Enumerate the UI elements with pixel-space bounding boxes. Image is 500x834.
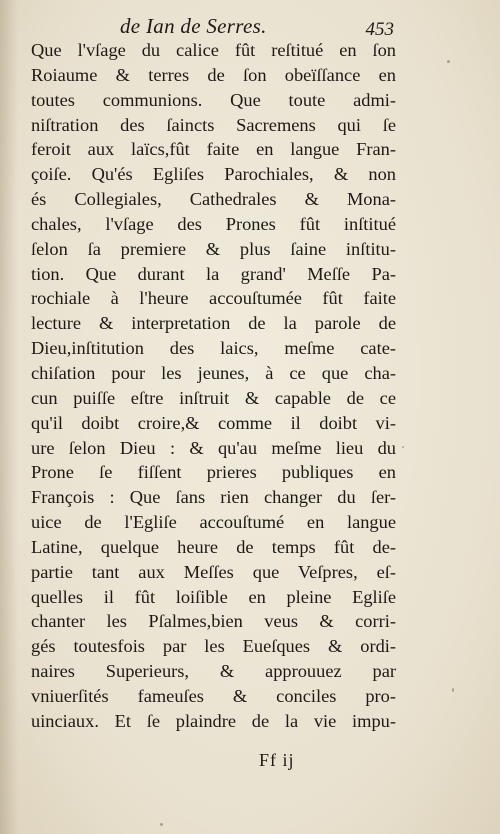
text-line: Dieu,inſtitution des laics, meſme cate- <box>31 338 396 359</box>
text-line: naires Superieurs, & approuuez par <box>31 661 396 682</box>
text-line: lecture & interpretation de la parole de <box>31 313 396 334</box>
text-line: Roiaume & terres de ſon obeïſſance en <box>31 64 396 85</box>
text-line: cun puiſſe eſtre inſtruit & capable de ce <box>31 387 396 408</box>
text-line: toutes communions. Que toute admi- <box>31 89 396 110</box>
text-line: quelles il fût loiſible en pleine Egliſe <box>31 586 396 607</box>
text-line: ure ſelon Dieu : & qu'au meſme lieu du <box>31 437 396 458</box>
text-line: ſelon ſa premiere & plus ſaine inſtitu- <box>31 238 396 259</box>
signature-mark: Ff ij <box>259 750 295 770</box>
text-line: feroit aux laïcs,fût faite en langue Fran- <box>31 139 396 160</box>
text-line: partie tant aux Meſſes que Veſpres, eſ- <box>31 561 396 582</box>
text-line: uice de l'Egliſe accouſtumé en langue <box>31 512 396 533</box>
text-line: Que l'vſage du calice fût reſtitué en ſon <box>31 40 396 60</box>
page-number: 453 <box>365 19 394 40</box>
text-line: niſtration des ſaincts Sacremens qui ſe <box>31 114 396 135</box>
text-line: tion. Que durant la grand' Meſſe Pa- <box>31 263 396 284</box>
body-text <box>31 38 396 734</box>
text-line: gés toutesfois par les Eueſques & ordi- <box>31 636 396 657</box>
paper-speck <box>452 688 454 692</box>
text-line: François : Que ſans rien changer du ſer- <box>31 487 396 508</box>
text-line: Prone ſe fiſſent prieres publiques en <box>31 462 396 483</box>
text-line: chanter les Pſalmes,bien veus & corri- <box>31 611 396 632</box>
paper-speck <box>402 446 404 448</box>
paper-speck <box>447 60 450 63</box>
text-line: vniuerſités fameuſes & conciles pro- <box>31 685 396 706</box>
text-line: chales, l'vſage des Prones fût inſtitué <box>31 213 396 234</box>
running-title: de Ian de Serres. <box>120 14 267 38</box>
text-line: és Collegiales, Cathedrales & Mona- <box>31 189 396 210</box>
gutter-shadow <box>0 0 18 834</box>
text-line: rochiale à l'heure accouſtumée fût faite <box>31 288 396 309</box>
text-line: Latine, quelque heure de temps fût de- <box>31 536 396 557</box>
text-line: qu'il doibt croire,& comme il doibt vi- <box>31 412 396 433</box>
text-line: çoiſe. Qu'és Egliſes Parochiales, & non <box>31 164 396 185</box>
text-line: chiſation pour les jeunes, à ce que cha- <box>31 362 396 383</box>
text-line: uinciaux. Et ſe plaindre de la vie impu- <box>31 710 396 731</box>
paper-speck <box>160 823 163 826</box>
